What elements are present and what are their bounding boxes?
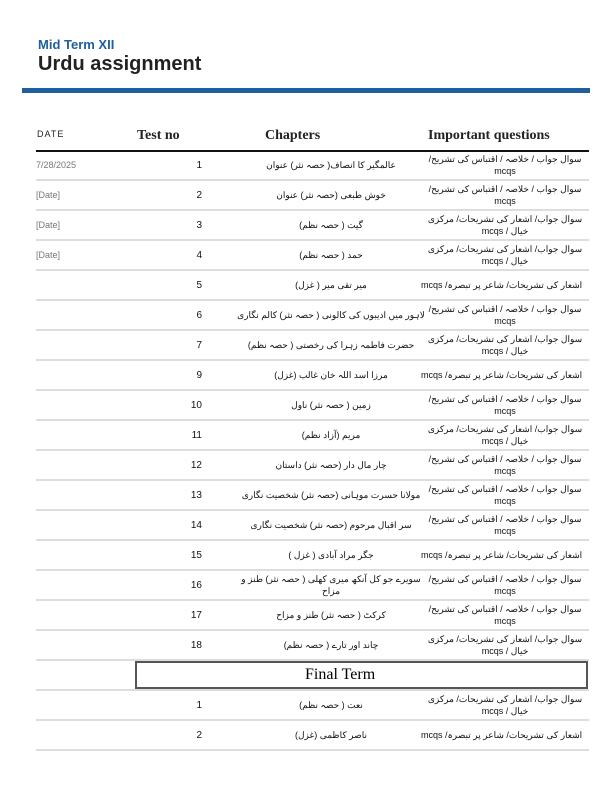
chapter-cell: کرکٹ ( حصہ نثر) طنز و مزاح — [276, 610, 386, 620]
chapter-cell: لاہور میں ادیبوں کی کالونی ( حصہ نثر) کالم نگاری — [237, 310, 425, 320]
date-cell — [36, 571, 126, 599]
chapter-cell: ناصر کاظمی (غزل) — [295, 730, 367, 740]
questions-cell: سوال جواب / خلاصہ / اقتباس کی تشریح/ mcqs — [428, 604, 582, 626]
test-no-cell: 5 — [196, 279, 202, 291]
page-title: Urdu assignment — [38, 53, 202, 75]
table-row — [36, 481, 589, 511]
questions-cell: سوال جواب / خلاصہ / اقتباس کی تشریح/ mcqs — [428, 184, 582, 206]
title-divider — [22, 88, 590, 93]
table-row — [36, 361, 589, 391]
chapter-cell: نعت ( حصہ نظم) — [299, 700, 363, 710]
questions-cell: اشعار کی تشریحات/ شاعر پر تبصرہ/ mcqs — [421, 280, 583, 290]
header-questions: Important questions — [428, 128, 550, 143]
chapter-cell: مولانا حسرت موہانی (حصہ نثر) شخصیت نگاری — [241, 490, 421, 500]
test-no-cell: 13 — [190, 489, 202, 501]
table-row — [36, 601, 589, 631]
questions-cell: سوال جواب / خلاصہ / اقتباس کی تشریح/ mcqs — [428, 154, 582, 176]
table-row — [36, 211, 589, 241]
final-term-row — [36, 661, 589, 691]
chapter-cell: خوش طبعی (حصہ نثر) عنوان — [276, 190, 386, 200]
test-no-cell: 1 — [196, 159, 202, 171]
table-row — [36, 181, 589, 211]
test-no-cell: 11 — [191, 429, 202, 441]
table-row — [36, 721, 589, 751]
date-cell — [36, 301, 126, 329]
test-no-cell: 3 — [196, 219, 202, 231]
date-cell — [36, 481, 126, 509]
date-cell — [36, 631, 126, 659]
chapter-cell: جگر مراد آبادی ( غزل ) — [288, 550, 374, 560]
test-no-cell: 10 — [190, 399, 202, 411]
table-row — [36, 421, 589, 451]
questions-cell: سوال جواب / خلاصہ / اقتباس کی تشریح/ mcqs — [428, 454, 582, 476]
date-cell — [36, 451, 126, 479]
date-cell — [36, 721, 126, 749]
table-row — [36, 691, 589, 721]
test-no-cell: 14 — [190, 519, 202, 531]
table-row — [36, 301, 589, 331]
test-no-cell: 4 — [196, 249, 202, 261]
questions-cell: سوال جواب / خلاصہ / اقتباس کی تشریح/ mcqs — [428, 484, 582, 506]
chapter-cell: مریم (آزاد نظم) — [301, 430, 361, 440]
test-no-cell: 17 — [190, 609, 202, 621]
test-no-cell: 15 — [190, 549, 202, 561]
test-no-cell: 9 — [196, 369, 202, 381]
table-row — [36, 391, 589, 421]
questions-cell: سوال جواب / خلاصہ / اقتباس کی تشریح/ mcqs — [428, 304, 582, 326]
chapter-cell: میر تقی میر ( غزل) — [295, 280, 367, 290]
questions-cell: سوال جواب/ اشعار کی تشریحات/ مرکزی خیال / mcqs — [427, 214, 583, 236]
test-no-cell: 2 — [196, 189, 202, 201]
date-cell: [Date] — [36, 190, 61, 200]
date-cell — [36, 361, 126, 389]
date-cell — [36, 691, 126, 719]
questions-cell: سوال جواب / خلاصہ / اقتباس کی تشریح/ mcqs — [428, 514, 582, 536]
questions-cell: اشعار کی تشریحات/ شاعر پر تبصرہ/ mcqs — [421, 370, 583, 380]
table-row — [36, 571, 589, 601]
date-cell — [36, 391, 126, 419]
questions-cell: سوال جواب / خلاصہ / اقتباس کی تشریح/ mcqs — [428, 394, 582, 416]
test-no-cell: 6 — [196, 309, 202, 321]
schedule-table — [36, 151, 589, 751]
table-row — [36, 271, 589, 301]
date-cell — [36, 541, 126, 569]
test-no-cell: 16 — [190, 579, 202, 591]
date-cell — [36, 511, 126, 539]
chapter-cell: حمد ( حصہ نظم) — [299, 250, 363, 260]
table-row — [36, 451, 589, 481]
questions-cell: سوال جواب/ اشعار کی تشریحات/ مرکزی خیال / mcqs — [427, 634, 583, 656]
final-term-heading: Final Term — [135, 661, 588, 689]
test-no-cell: 12 — [190, 459, 202, 471]
chapter-cell: گیت ( حصہ نظم) — [299, 220, 363, 230]
questions-cell: سوال جواب/ اشعار کی تشریحات/ مرکزی خیال / mcqs — [427, 244, 583, 266]
questions-cell: سوال جواب/ اشعار کی تشریحات/ مرکزی خیال / mcqs — [427, 334, 583, 356]
questions-cell: سوال جواب / خلاصہ / اقتباس کی تشریح/ mcqs — [428, 574, 582, 596]
date-cell: 7/28/2025 — [36, 160, 77, 170]
questions-cell: سوال جواب/ اشعار کی تشریحات/ مرکزی خیال / mcqs — [427, 424, 583, 446]
chapter-cell: مرزا اسد اللہ خان غالب (غزل) — [274, 370, 388, 380]
chapter-cell: عالمگیر کا انصاف( حصہ نثر) عنوان — [266, 160, 396, 170]
chapter-cell: سر اقبال مرحوم (حصہ نثر) شخصیت نگاری — [250, 520, 412, 530]
questions-cell: سوال جواب/ اشعار کی تشریحات/ مرکزی خیال / mcqs — [427, 694, 583, 716]
table-row — [36, 331, 589, 361]
date-cell — [36, 331, 126, 359]
table-row — [36, 511, 589, 541]
test-no-cell: 18 — [190, 639, 202, 651]
date-cell — [36, 601, 126, 629]
chapter-cell: چار مال دار (حصہ نثر) داستان — [275, 460, 387, 470]
header-chapters: Chapters — [265, 128, 321, 143]
chapter-cell: سویرے جو کل آنکھ میری کھلی ( حصہ نثر) طنز و مزاح — [241, 574, 421, 596]
test-no-cell: 2 — [196, 729, 202, 741]
table-row — [36, 631, 589, 661]
table-row — [36, 241, 589, 271]
table-row — [36, 541, 589, 571]
test-no-cell: 7 — [196, 339, 202, 351]
header-test-no: Test no — [137, 128, 180, 143]
chapter-cell: زمین ( حصہ نثر) ناول — [291, 400, 371, 410]
subtitle: Mid Term XII — [38, 37, 115, 52]
date-cell — [36, 421, 126, 449]
questions-cell: اشعار کی تشریحات/ شاعر پر تبصرہ/ mcqs — [421, 550, 583, 560]
questions-cell: اشعار کی تشریحات/ شاعر پر تبصرہ/ mcqs — [421, 730, 583, 740]
test-no-cell: 1 — [196, 699, 202, 711]
chapter-cell: حضرت فاطمہ زہرا کی رخصتی ( حصہ نظم) — [247, 340, 415, 350]
chapter-cell: چاند اور تارے ( حصہ نظم) — [283, 640, 379, 650]
date-cell: [Date] — [36, 250, 61, 260]
date-cell — [36, 271, 126, 299]
header-date: DATE — [37, 129, 65, 139]
table-header — [36, 124, 589, 152]
table-row — [36, 151, 589, 181]
date-cell: [Date] — [36, 220, 61, 230]
